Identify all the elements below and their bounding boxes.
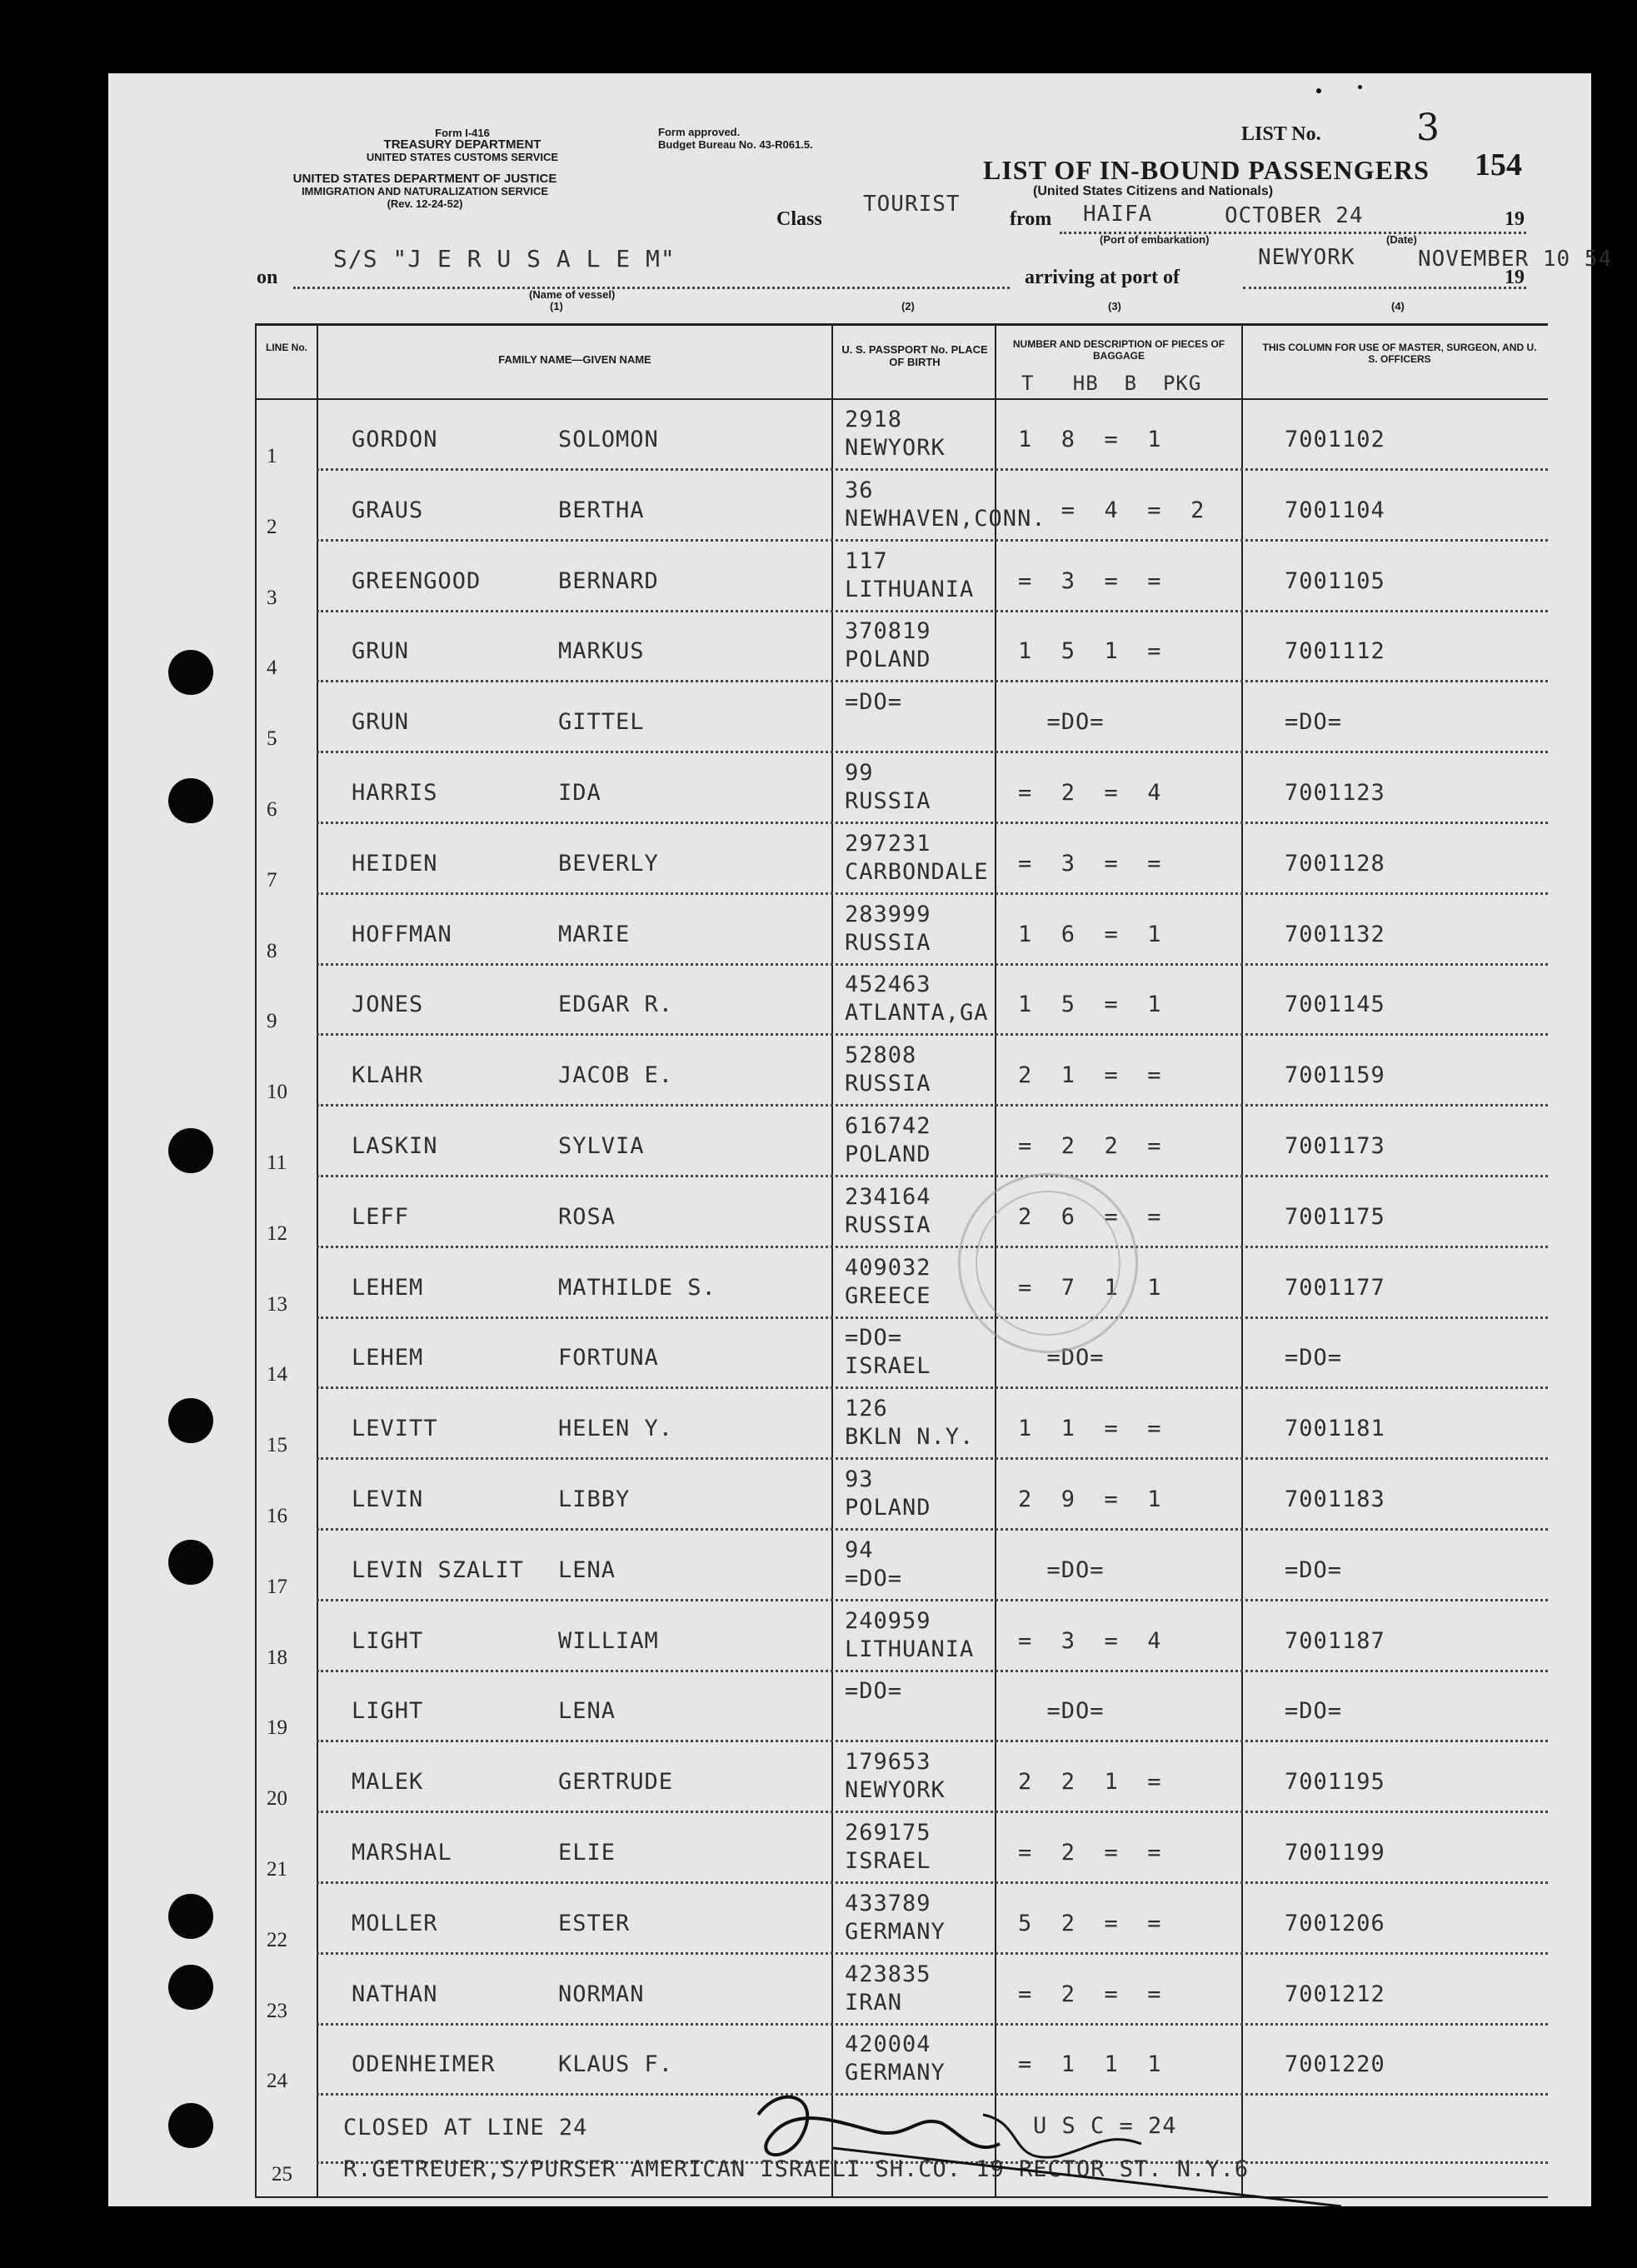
officer-code: 7001220 (1285, 2051, 1385, 2078)
line-number: 8 (267, 939, 277, 962)
given-name: ELIE (558, 1840, 616, 1866)
page-title: LIST OF IN-BOUND PASSENGERS (983, 155, 1430, 185)
table-left-border (255, 323, 257, 2198)
given-name: FORTUNA (558, 1345, 659, 1371)
class-label: Class (776, 208, 822, 230)
line-number: 10 (267, 1081, 287, 1104)
baggage-count: = 2 = 4 (1018, 780, 1162, 806)
officer-code: 7001104 (1285, 497, 1385, 523)
budget-bureau: Budget Bureau No. 43-R061.5. (658, 138, 813, 151)
ins-service: IMMIGRATION AND NATURALIZATION SERVICE (301, 185, 549, 197)
place-of-birth: ATLANTA,GA (845, 1000, 989, 1027)
given-name: KLAUS F. (558, 2051, 674, 2078)
family-name: LEVITT (352, 1416, 438, 1442)
from-year: 19 (1505, 208, 1525, 230)
given-name: BEVERLY (558, 850, 659, 877)
row-separator (317, 680, 1548, 682)
header-baggage: NUMBER AND DESCRIPTION OF PIECES OF BAGGAGE (1012, 338, 1225, 362)
baggage-count: 1 5 1 = (1018, 638, 1162, 665)
family-name: LEHEM (352, 1274, 424, 1301)
place-of-birth: GERMANY (845, 1918, 946, 1945)
line-number: 11 (267, 1151, 287, 1174)
treasury-dept: TREASURY DEPARTMENT (383, 137, 542, 152)
dust-speck (1358, 85, 1362, 89)
passport-number: 283999 (845, 901, 931, 927)
line-number: 6 (267, 798, 277, 821)
family-name: MALEK (352, 1769, 424, 1796)
row-separator (317, 1952, 1548, 1955)
passport-number: 117 (845, 547, 888, 574)
date-caption: (Date) (1386, 233, 1417, 246)
baggage-count: 1 8 = 1 (1018, 427, 1162, 452)
place-of-birth: RUSSIA (845, 929, 931, 956)
given-name: BERNARD (558, 567, 659, 594)
officer-code: 7001132 (1285, 921, 1385, 947)
vessel-caption: (Name of vessel) (529, 288, 616, 301)
family-name: HOFFMAN (352, 921, 452, 947)
given-name: SYLVIA (558, 1133, 645, 1159)
officer-code: 7001177 (1285, 1274, 1385, 1301)
given-name: ESTER (558, 1910, 631, 1936)
line-number: 15 (267, 1434, 287, 1457)
given-name: WILLIAM (558, 1627, 659, 1654)
passport-number: 179653 (845, 1749, 931, 1776)
place-of-birth: IRAN (845, 1989, 903, 2016)
col-divider (1241, 323, 1243, 2198)
line-number: 3 (267, 586, 277, 609)
line-number: 21 (267, 1858, 287, 1881)
officer-code: 7001206 (1285, 1910, 1385, 1936)
row-separator (317, 963, 1548, 966)
punch-hole (168, 1965, 213, 2010)
place-of-birth: POLAND (845, 1141, 931, 1167)
place-of-birth: POLAND (845, 1495, 931, 1521)
passport-number: 616742 (845, 1113, 931, 1139)
given-name: GERTRUDE (558, 1769, 674, 1796)
passport-number: 420004 (845, 2031, 931, 2058)
passport-number: =DO= (845, 1325, 903, 1351)
official-stamp (958, 1173, 1138, 1353)
class-value: TOURIST (863, 192, 961, 217)
passport-number: 126 (845, 1396, 888, 1422)
place-of-birth: LITHUANIA (845, 1636, 975, 1662)
row-separator (317, 2023, 1548, 2026)
header-passport: U. S. PASSPORT No. PLACE OF BIRTH (841, 343, 988, 368)
line-number: 2 (267, 515, 277, 538)
baggage-count: = 7 1 1 (1018, 1274, 1162, 1301)
closed-at-line: CLOSED AT LINE 24 (343, 2115, 588, 2141)
officer-code: 7001187 (1285, 1627, 1385, 1654)
baggage-count: 2 6 = = (1018, 1203, 1162, 1230)
passport-number: 240959 (845, 1607, 931, 1634)
officer-code: =DO= (1285, 1345, 1343, 1371)
baggage-count: 1 6 = 1 (1018, 921, 1162, 947)
col-num-4: (4) (1391, 300, 1405, 312)
line-number: 20 (267, 1787, 287, 1811)
place-of-birth: NEWYORK (845, 1777, 946, 1804)
punch-hole (168, 2103, 213, 2148)
line-number: 25 (272, 2163, 292, 2186)
given-name: SOLOMON (558, 427, 659, 452)
row-separator (317, 1528, 1548, 1531)
passport-number: 94 (845, 1536, 874, 1563)
baggage-count: 1 5 = 1 (1018, 992, 1162, 1018)
col-num-2: (2) (901, 300, 915, 312)
baggage-count: = 3 = = (1018, 567, 1162, 594)
row-separator (317, 1246, 1548, 1248)
row-separator (317, 1316, 1548, 1319)
officer-code: 7001105 (1285, 567, 1385, 594)
place-of-birth: RUSSIA (845, 1071, 931, 1097)
place-of-birth: POLAND (845, 647, 931, 673)
table-top-border (255, 323, 1548, 326)
officer-code: 7001195 (1285, 1769, 1385, 1796)
line-number: 24 (267, 2070, 287, 2093)
row-separator (317, 1033, 1548, 1036)
given-name: HELEN Y. (558, 1416, 674, 1442)
line-number: 23 (267, 1999, 287, 2022)
family-name: GREENGOOD (352, 567, 482, 594)
row-separator (317, 1386, 1548, 1389)
given-name: JACOB E. (558, 1062, 674, 1089)
baggage-count: =DO= (1018, 1698, 1105, 1725)
passport-number: 297231 (845, 830, 931, 857)
arrival-date: NOVEMBER 10 54 (1418, 247, 1613, 272)
line-number: 19 (267, 1716, 287, 1740)
baggage-count: = 1 1 1 (1018, 2051, 1162, 2078)
header-officers: THIS COLUMN FOR USE OF MASTER, SURGEON, AND U. S. OFFICERS (1262, 342, 1537, 365)
list-no-value: 3 (1416, 107, 1440, 149)
baggage-count: =DO= (1018, 709, 1105, 736)
given-name: BERTHA (558, 497, 645, 523)
family-name: LIGHT (352, 1698, 424, 1725)
baggage-count: = 3 = 4 (1018, 1627, 1162, 1654)
usc-total: U S C = 24 (1033, 2113, 1177, 2139)
dotted-leader (1243, 287, 1526, 289)
baggage-count: =DO= (1018, 1556, 1105, 1583)
given-name: LENA (558, 1556, 616, 1583)
family-name: KLAHR (352, 1062, 424, 1089)
line-number: 4 (267, 657, 277, 680)
header-baggage-sub: T HB B PKG (1021, 372, 1202, 395)
officer-code: =DO= (1285, 1556, 1343, 1583)
baggage-count: 2 9 = 1 (1018, 1486, 1162, 1512)
officer-code: 7001123 (1285, 780, 1385, 806)
baggage-count: = 2 2 = (1018, 1133, 1162, 1159)
row-separator (317, 1457, 1548, 1460)
from-date: OCTOBER 24 (1225, 203, 1364, 228)
officer-code: 7001102 (1285, 427, 1385, 452)
officer-code: 7001183 (1285, 1486, 1385, 1512)
punch-hole (168, 1540, 213, 1585)
line-number: 1 (267, 445, 277, 467)
baggage-count: = 4 = 2 (1018, 497, 1205, 523)
row-separator (317, 1811, 1548, 1813)
family-name: ODENHEIMER (352, 2051, 496, 2078)
page-subtitle: (United States Citizens and Nationals) (1033, 184, 1274, 198)
page-number: 154 (1475, 147, 1522, 182)
family-name: LIGHT (352, 1627, 424, 1654)
officer-code: =DO= (1285, 709, 1343, 736)
passport-number: =DO= (845, 1678, 903, 1705)
row-separator (317, 892, 1548, 895)
family-name: LEHEM (352, 1345, 424, 1371)
given-name: GITTEL (558, 709, 645, 736)
family-name: JONES (352, 992, 424, 1018)
passport-number: 269175 (845, 1820, 931, 1846)
family-name: LEVIN (352, 1486, 424, 1512)
baggage-count: 2 2 1 = (1018, 1769, 1162, 1796)
passport-number: 433789 (845, 1890, 931, 1916)
passport-number: 452463 (845, 972, 931, 998)
place-of-birth: BKLN N.Y. (845, 1424, 975, 1451)
arriving-label: arriving at port of (1025, 267, 1180, 288)
passport-number: 370819 (845, 618, 931, 645)
officer-code: 7001145 (1285, 992, 1385, 1018)
given-name: MARIE (558, 921, 631, 947)
row-separator (317, 751, 1548, 753)
officer-code: 7001199 (1285, 1840, 1385, 1866)
family-name: LASKIN (352, 1133, 438, 1159)
officer-code: 7001175 (1285, 1203, 1385, 1230)
place-of-birth: GREECE (845, 1282, 931, 1309)
baggage-count: 2 1 = = (1018, 1062, 1162, 1089)
place-of-birth: RUSSIA (845, 788, 931, 814)
row-separator (317, 1104, 1548, 1107)
line-number: 7 (267, 868, 277, 892)
punch-hole (168, 1128, 213, 1173)
family-name: GRUN (352, 709, 410, 736)
line-number: 17 (267, 1575, 287, 1598)
passport-number: 234164 (845, 1183, 931, 1210)
line-number: 12 (267, 1221, 287, 1245)
passport-number: 409032 (845, 1254, 931, 1281)
from-label: from (1010, 208, 1052, 230)
given-name: IDA (558, 780, 601, 806)
header-line-no: LINE No. (266, 342, 307, 353)
passport-number: =DO= (845, 689, 903, 716)
purser-signature (708, 2065, 1341, 2215)
family-name: MARSHAL (352, 1840, 452, 1866)
place-of-birth: =DO= (845, 1565, 903, 1591)
header-name: FAMILY NAME—GIVEN NAME (498, 353, 651, 366)
col-divider (317, 323, 318, 2198)
row-separator (317, 822, 1548, 824)
row-separator (317, 1670, 1548, 1672)
arrival-year: 19 (1505, 267, 1525, 288)
line-number: 5 (267, 727, 277, 751)
officer-code: 7001128 (1285, 850, 1385, 877)
family-name: LEFF (352, 1203, 410, 1230)
family-name: HARRIS (352, 780, 438, 806)
col-num-3: (3) (1108, 300, 1121, 312)
punch-hole (168, 1894, 213, 1939)
row-separator (317, 1599, 1548, 1601)
given-name: EDGAR R. (558, 992, 674, 1018)
row-separator (317, 1881, 1548, 1884)
officer-code: 7001159 (1285, 1062, 1385, 1089)
col-num-1: (1) (550, 300, 563, 312)
from-port: HAIFA (1083, 202, 1153, 227)
passport-number: 423835 (845, 1961, 931, 1987)
place-of-birth: NEWHAVEN,CONN. (845, 505, 1046, 532)
line-number: 9 (267, 1010, 277, 1033)
family-name: MOLLER (352, 1910, 438, 1936)
baggage-count: 5 2 = = (1018, 1910, 1162, 1936)
baggage-count: =DO= (1018, 1345, 1105, 1371)
line-number: 14 (267, 1363, 287, 1386)
row-separator (317, 468, 1548, 471)
passport-number: 36 (845, 477, 874, 503)
given-name: NORMAN (558, 1981, 645, 2007)
punch-hole (168, 650, 213, 695)
punch-hole (168, 1398, 213, 1443)
row-separator (317, 1175, 1548, 1177)
row-separator (317, 1740, 1548, 1742)
place-of-birth: ISRAEL (845, 1353, 931, 1380)
place-of-birth: CARBONDALE (845, 858, 989, 885)
form-approved: Form approved. (658, 126, 741, 138)
given-name: MATHILDE S. (558, 1274, 716, 1301)
revision: (Rev. 12-24-52) (387, 197, 463, 210)
passport-number: 93 (845, 1466, 874, 1492)
officer-code: 7001181 (1285, 1416, 1385, 1442)
baggage-count: = 2 = = (1018, 1981, 1162, 2007)
family-name: GORDON (352, 427, 438, 452)
given-name: LIBBY (558, 1486, 631, 1512)
justice-dept: UNITED STATES DEPARTMENT OF JUSTICE (292, 172, 557, 186)
place-of-birth: LITHUANIA (845, 576, 975, 602)
line-number: 16 (267, 1505, 287, 1527)
baggage-count: = 3 = = (1018, 850, 1162, 877)
row-separator (317, 610, 1548, 612)
purser-line: R.GETREUER,S/PURSER AMERICAN ISRAELI SH.CO. 19 RECTOR ST. N.Y.6 (343, 2156, 1250, 2182)
line-number: 13 (267, 1292, 287, 1316)
on-label: on (257, 267, 278, 288)
place-of-birth: GERMANY (845, 2060, 946, 2086)
baggage-count: 1 1 = = (1018, 1416, 1162, 1442)
passport-number: 52808 (845, 1042, 917, 1069)
given-name: LENA (558, 1698, 616, 1725)
family-name: LEVIN SZALIT (352, 1556, 525, 1583)
family-name: GRAUS (352, 497, 424, 523)
family-name: NATHAN (352, 1981, 438, 2007)
manifest-page (108, 73, 1613, 2206)
place-of-birth: RUSSIA (845, 1211, 931, 1238)
officer-code: =DO= (1285, 1698, 1343, 1725)
family-name: GRUN (352, 638, 410, 665)
list-no-label: LIST No. (1241, 123, 1321, 145)
arrival-port: NEWYORK (1258, 245, 1355, 270)
port-embark-caption: (Port of embarkation) (1100, 233, 1210, 246)
place-of-birth: NEWYORK (845, 435, 946, 461)
punch-hole (168, 778, 213, 823)
given-name: ROSA (558, 1203, 616, 1230)
dust-speck (1316, 88, 1321, 93)
line-number: 22 (267, 1928, 287, 1951)
place-of-birth: ISRAEL (845, 1848, 931, 1874)
officer-code: 7001212 (1285, 1981, 1385, 2007)
officer-code: 7001173 (1285, 1133, 1385, 1159)
header-bottom-border (255, 398, 1548, 400)
line-number: 18 (267, 1646, 287, 1669)
given-name: MARKUS (558, 638, 645, 665)
dotted-leader (293, 287, 1010, 289)
baggage-count: = 2 = = (1018, 1840, 1162, 1866)
officer-code: 7001112 (1285, 638, 1385, 665)
vessel-name: S/S "J E R U S A L E M" (333, 245, 676, 272)
passport-number: 2918 (845, 407, 903, 432)
family-name: HEIDEN (352, 850, 438, 877)
row-separator (317, 539, 1548, 542)
form-number: Form I-416 (435, 127, 490, 139)
passport-number: 99 (845, 760, 874, 786)
col-divider (831, 323, 833, 2198)
customs-service: UNITED STATES CUSTOMS SERVICE (366, 151, 559, 163)
